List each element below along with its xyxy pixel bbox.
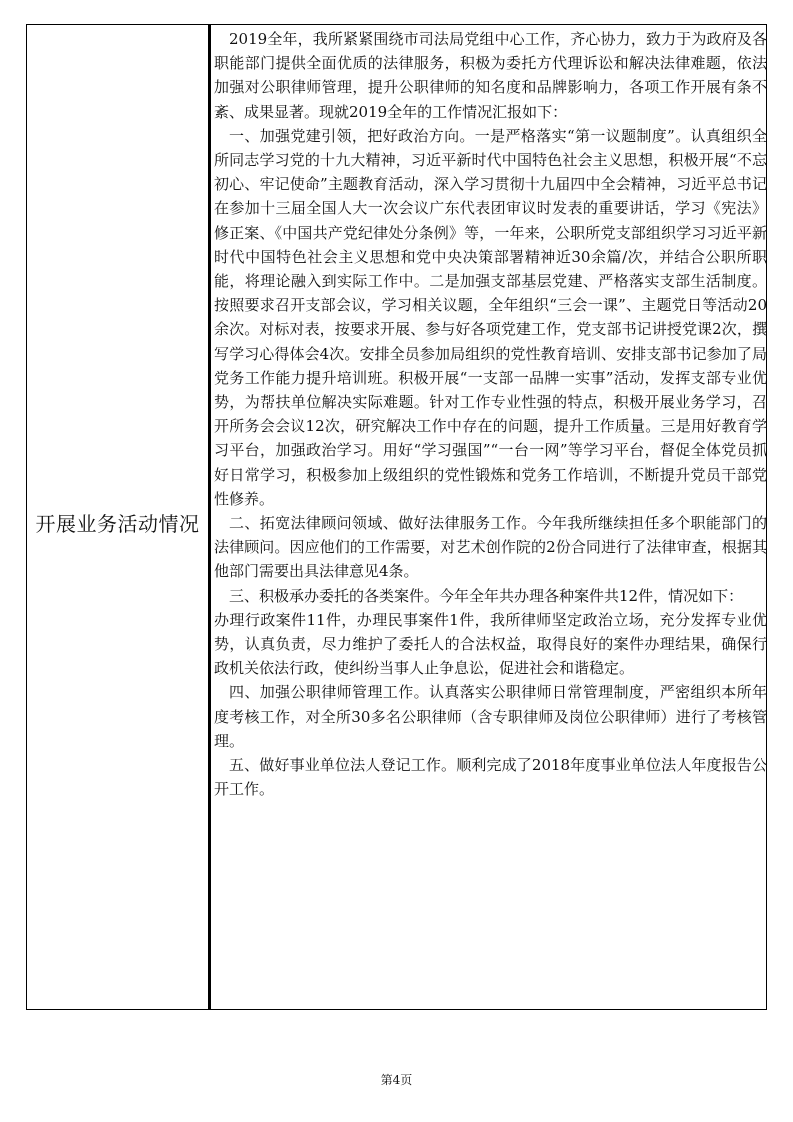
paragraph-section-2: 二、拓宽法律顾问领域、做好法律服务工作。今年我所继续担任多个职能部门的法律顾问。因应他们的工作需要，对艺术创作院的2份合同进行了法律审查，根据其他部门需要出具法律意见4条。 [214,514,767,581]
row-label: 开展业务活动情况 [35,511,200,536]
paragraph-intro: 2019全年，我所紧紧围绕市司法局党组中心工作，齐心协力，致力于为政府及各职能部门提供全面优质的法律服务，积极为委托方代理诉讼和解决法律难题，依法加强对公职律师管理，提升公职律师的知名度和品牌影响力，各项工作开展有条不紊、成果显著。现就2019全年的工作情况汇报如下： [214,30,767,121]
report-table [26,24,767,1010]
column-divider-inner [210,25,211,1009]
row-label-cell [27,25,208,1009]
content-cell [214,27,767,802]
paragraph-section-3-detail: 办理行政案件11件，办理民事案件1件，我所律师坚定政治立场，充分发挥专业优势，认真负责，尽力维护了委托人的合法权益，取得良好的案件办理结果，确保行政机关依法行政，使纠纷当事人止争息讼，促进社会和谐稳定。 [214,610,767,678]
paragraph-section-1: 一、加强党建引领，把好政治方向。一是严格落实“第一议题制度”。认真组织全所同志学习党的十九大精神，习近平新时代中国特色社会主义思想，积极开展“不忘初心、牢记使命”主题教育活动，深入学习贯彻十九届四中全会精神，习近平总书记在参加十三届全国人大一次会议广东代表团审议时发表的重要讲话，学习《宪法》修正案、《中国共产党纪律处分条例》等，一年来，公职所党支部组织学习习近平新时代中国特色社会主义思想和党中央决策部署精神近30余篇/次，并结合公职所职能，将理论融入到实际工作中。二是加强支部基层党建、严格落实支部生活制度。按照要求召开支部会议，学习相关议题，全年组织“三会一课”、主题党日等活动20余次。对标对表，按要求开展、参与好各项党建工作，党支部书记讲授党课2次，撰写学习心得体会4次。安排全员参加局组织的党性教育培训、安排支部书记参加了局党务工作能力提升培训班。积极开展“一支部一品牌一实事”活动，发挥支部专业优势，为帮扶单位解决实际难题。针对工作专业性强的特点，积极开展业务学习，召开所务会会议12次，研究解决工作中存在的问题，提升工作质量。三是用好教育学习平台，加强政治学习。用好“学习强国”“一台一网”等学习平台，督促全体党员抓好日常学习，积极参加上级组织的党性锻炼和党务工作培训，不断提升党员干部党性修养。 [214,126,767,508]
paragraph-section-3: 三、积极承办委托的各类案件。今年全年共办理各种案件共12件，情况如下： [229,586,744,605]
paragraph-section-5: 五、做好事业单位法人登记工作。顺利完成了2018年度事业单位法人年度报告公开工作。 [214,756,767,799]
page-number: 第4页 [380,1073,413,1087]
paragraph-section-4: 四、加强公职律师管理工作。认真落实公职律师日常管理制度，严密组织本所年度考核工作，对全所30多名公职律师（含专职律师及岗位公职律师）进行了考核管理。 [214,683,767,750]
